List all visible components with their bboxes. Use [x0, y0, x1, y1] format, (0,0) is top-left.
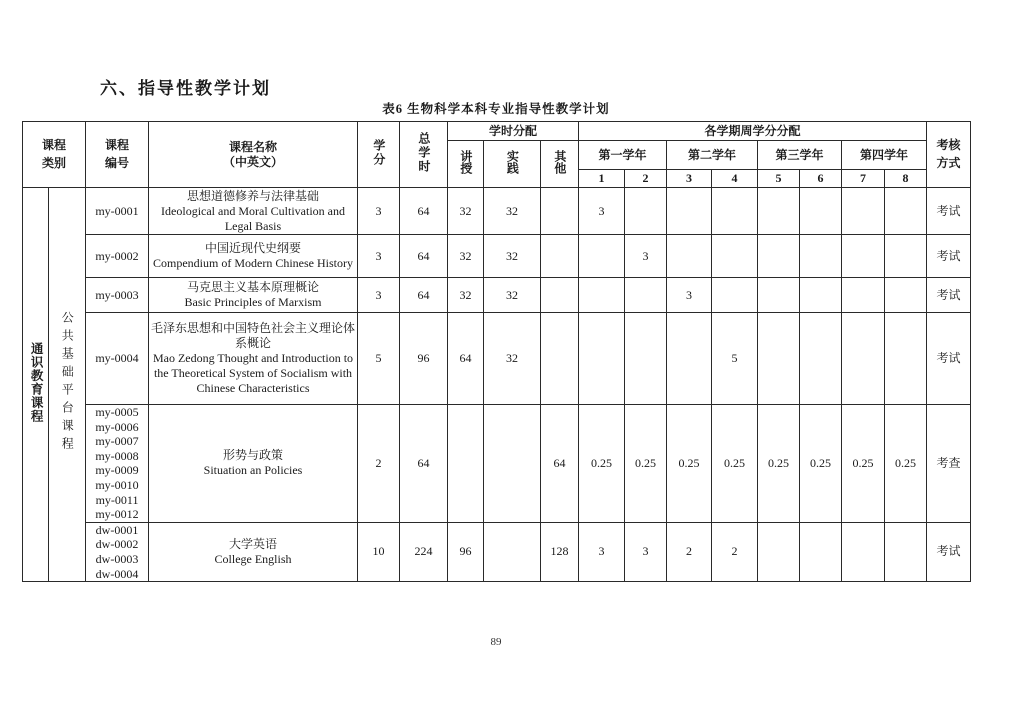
- semester-credit-cell: [885, 313, 927, 405]
- course-name-en: Ideological and Moral Cultivation and Legal Basis: [161, 203, 345, 233]
- credits-value: 3: [358, 188, 400, 235]
- credits-value: 5: [358, 313, 400, 405]
- header-sem-8: 8: [885, 170, 927, 188]
- header-sem-4: 4: [712, 170, 758, 188]
- total-hours-value: 64: [400, 188, 448, 235]
- semester-credit-cell: [625, 278, 667, 313]
- course-name-cell: [149, 188, 358, 235]
- header-year-1: 第一学年: [579, 141, 667, 170]
- table-row: [23, 188, 971, 235]
- header-lecture: 讲授: [448, 141, 484, 188]
- table-caption: 表6 生物科学本科专业指导性教学计划: [382, 102, 610, 116]
- semester-credit-cell: [758, 188, 800, 235]
- semester-credit-cell: [712, 235, 758, 278]
- header-course-name-line2: （中英文）: [223, 154, 284, 169]
- header-year-3: 第三学年: [758, 141, 842, 170]
- header-year-2: 第二学年: [667, 141, 758, 170]
- course-code: my-0010: [95, 477, 139, 492]
- other-hours-value: [541, 278, 579, 313]
- course-name-en: Compendium of Modern Chinese History: [153, 256, 353, 270]
- course-name-zh: 形势与政策: [223, 448, 284, 463]
- course-name-zh: 毛泽东思想和中国特色社会主义理论体系概论: [151, 321, 356, 350]
- semester-credit-cell: 0.25: [758, 405, 800, 523]
- course-name-en: Mao Zedong Thought and Introduction to the Theoretical System of Socialism with Chinese Characteristics: [152, 351, 354, 395]
- semester-credit-cell: 0.25: [625, 405, 667, 523]
- semester-credit-cell: 0.25: [712, 405, 758, 523]
- course-code-cell: [86, 278, 149, 313]
- lecture-hours-value: 32: [448, 188, 484, 235]
- practice-hours-value: 32: [484, 278, 541, 313]
- other-hours-value: [541, 188, 579, 235]
- assessment-value: 考试: [927, 235, 971, 278]
- page-number: 89: [490, 636, 502, 648]
- assessment-value: 考试: [927, 188, 971, 235]
- table-row: [23, 278, 971, 313]
- semester-credit-cell: [758, 313, 800, 405]
- semester-credit-cell: 2: [712, 522, 758, 581]
- header-other: 其他: [541, 141, 579, 188]
- header-hours-split: 学时分配: [448, 122, 579, 141]
- semester-credit-cell: [885, 522, 927, 581]
- other-hours-value: 128: [541, 522, 579, 581]
- semester-credit-cell: [885, 188, 927, 235]
- semester-credit-cell: [800, 313, 842, 405]
- course-code-cell: [86, 313, 149, 405]
- semester-credit-cell: [579, 278, 625, 313]
- total-hours-value: 224: [400, 522, 448, 581]
- semester-credit-cell: 5: [712, 313, 758, 405]
- header-sem-3: 3: [667, 170, 712, 188]
- course-code: my-0005: [95, 405, 139, 419]
- lecture-hours-value: 64: [448, 313, 484, 405]
- header-total-hours: 总学时: [400, 122, 448, 188]
- header-sem-5: 5: [758, 170, 800, 188]
- semester-credit-cell: [667, 235, 712, 278]
- course-code: my-0012: [95, 507, 139, 522]
- semester-credit-cell: [842, 235, 885, 278]
- header-practice: 实践: [484, 141, 541, 188]
- header-year-4: 第四学年: [842, 141, 927, 170]
- assessment-value: 考查: [927, 405, 971, 523]
- table-row: [23, 235, 971, 278]
- semester-credit-cell: [800, 522, 842, 581]
- course-code-cell: [86, 235, 149, 278]
- lecture-hours-value: 32: [448, 278, 484, 313]
- category-primary-label: 通识教育课程: [29, 342, 44, 424]
- course-code: my-0008: [95, 448, 139, 463]
- table-row: [23, 313, 971, 405]
- semester-credit-cell: [842, 278, 885, 313]
- semester-credit-cell: [667, 188, 712, 235]
- header-course-name-line1: 课程名称: [229, 139, 278, 154]
- semester-credit-cell: [800, 278, 842, 313]
- semester-credit-cell: [800, 235, 842, 278]
- semester-credit-cell: [579, 313, 625, 405]
- course-code: my-0009: [95, 463, 139, 478]
- semester-credit-cell: [842, 188, 885, 235]
- lecture-hours-value: 96: [448, 522, 484, 581]
- course-code-cell: [86, 522, 149, 581]
- course-code: my-0001: [95, 203, 139, 218]
- other-hours-value: [541, 235, 579, 278]
- section-heading: 六、指导性教学计划: [100, 79, 271, 98]
- semester-credit-cell: [800, 188, 842, 235]
- course-code: my-0007: [95, 434, 139, 449]
- practice-hours-value: 32: [484, 235, 541, 278]
- total-hours-value: 64: [400, 235, 448, 278]
- semester-credit-cell: [885, 235, 927, 278]
- course-name-cell: [149, 405, 358, 523]
- semester-credit-cell: 2: [667, 522, 712, 581]
- lecture-hours-value: 32: [448, 235, 484, 278]
- semester-credit-cell: 3: [625, 522, 667, 581]
- semester-credit-cell: [758, 522, 800, 581]
- course-code: dw-0003: [95, 551, 139, 566]
- header-sem-6: 6: [800, 170, 842, 188]
- course-name-en: College English: [214, 551, 292, 566]
- other-hours-value: 64: [541, 405, 579, 523]
- semester-credit-cell: [885, 278, 927, 313]
- course-code: my-0003: [95, 287, 139, 302]
- header-row-1: [23, 122, 971, 141]
- semester-credit-cell: [625, 313, 667, 405]
- credits-value: 3: [358, 235, 400, 278]
- course-name-cell: [149, 522, 358, 581]
- credits-value: 3: [358, 278, 400, 313]
- semester-credit-cell: 0.25: [800, 405, 842, 523]
- header-assessment: 考核方式: [927, 122, 971, 188]
- header-sem-2: 2: [625, 170, 667, 188]
- credits-value: 2: [358, 405, 400, 523]
- table-row: [23, 405, 971, 523]
- course-code: dw-0002: [95, 537, 139, 552]
- header-credits: 学分: [358, 122, 400, 188]
- course-name-cell: [149, 235, 358, 278]
- category-secondary-cell: [49, 188, 86, 582]
- semester-credit-cell: [667, 313, 712, 405]
- header-weekly-credits: 各学期周学分分配: [579, 122, 927, 141]
- course-code: dw-0001: [95, 522, 139, 537]
- practice-hours-value: 32: [484, 313, 541, 405]
- lecture-hours-value: [448, 405, 484, 523]
- course-code-cell: [86, 405, 149, 523]
- total-hours-value: 64: [400, 405, 448, 523]
- semester-credit-cell: [842, 313, 885, 405]
- semester-credit-cell: [842, 522, 885, 581]
- semester-credit-cell: 0.25: [579, 405, 625, 523]
- course-name-en: Situation an Policies: [203, 463, 303, 478]
- other-hours-value: [541, 313, 579, 405]
- semester-credit-cell: [625, 188, 667, 235]
- semester-credit-cell: 3: [579, 188, 625, 235]
- practice-hours-value: 32: [484, 188, 541, 235]
- total-hours-value: 96: [400, 313, 448, 405]
- category-secondary-label: 公共基础平台课程: [60, 310, 75, 455]
- assessment-value: 考试: [927, 313, 971, 405]
- total-hours-value: 64: [400, 278, 448, 313]
- header-sem-7: 7: [842, 170, 885, 188]
- course-code: my-0002: [95, 248, 139, 263]
- course-code: my-0006: [95, 419, 139, 434]
- header-sem-1: 1: [579, 170, 625, 188]
- semester-credit-cell: 0.25: [885, 405, 927, 523]
- semester-credit-cell: 3: [667, 278, 712, 313]
- semester-credit-cell: [712, 278, 758, 313]
- header-course-name: [149, 122, 358, 188]
- course-name-zh: 大学英语: [229, 536, 278, 551]
- header-course-code: 课程编号: [86, 122, 149, 188]
- semester-credit-cell: 3: [625, 235, 667, 278]
- table-row: [23, 522, 971, 581]
- header-category: 课程类别: [23, 122, 86, 188]
- course-name-zh: 思想道德修养与法律基础: [187, 188, 320, 203]
- course-code: my-0011: [95, 492, 139, 507]
- semester-credit-cell: 3: [579, 522, 625, 581]
- teaching-plan-table: [22, 121, 971, 582]
- course-name-zh: 中国近现代史纲要: [205, 241, 302, 255]
- course-name-en: Basic Principles of Marxism: [184, 295, 322, 309]
- course-code-cell: [86, 188, 149, 235]
- semester-credit-cell: [758, 278, 800, 313]
- category-primary-cell: [23, 188, 49, 582]
- practice-hours-value: [484, 405, 541, 523]
- semester-credit-cell: 0.25: [667, 405, 712, 523]
- course-name-zh: 马克思主义基本原理概论: [187, 280, 320, 294]
- course-name-cell: [149, 313, 358, 405]
- semester-credit-cell: [758, 235, 800, 278]
- assessment-value: 考试: [927, 278, 971, 313]
- semester-credit-cell: [712, 188, 758, 235]
- course-code: my-0004: [95, 351, 139, 365]
- credits-value: 10: [358, 522, 400, 581]
- practice-hours-value: [484, 522, 541, 581]
- semester-credit-cell: [579, 235, 625, 278]
- course-name-cell: [149, 278, 358, 313]
- course-code: dw-0004: [95, 566, 139, 581]
- assessment-value: 考试: [927, 522, 971, 581]
- semester-credit-cell: 0.25: [842, 405, 885, 523]
